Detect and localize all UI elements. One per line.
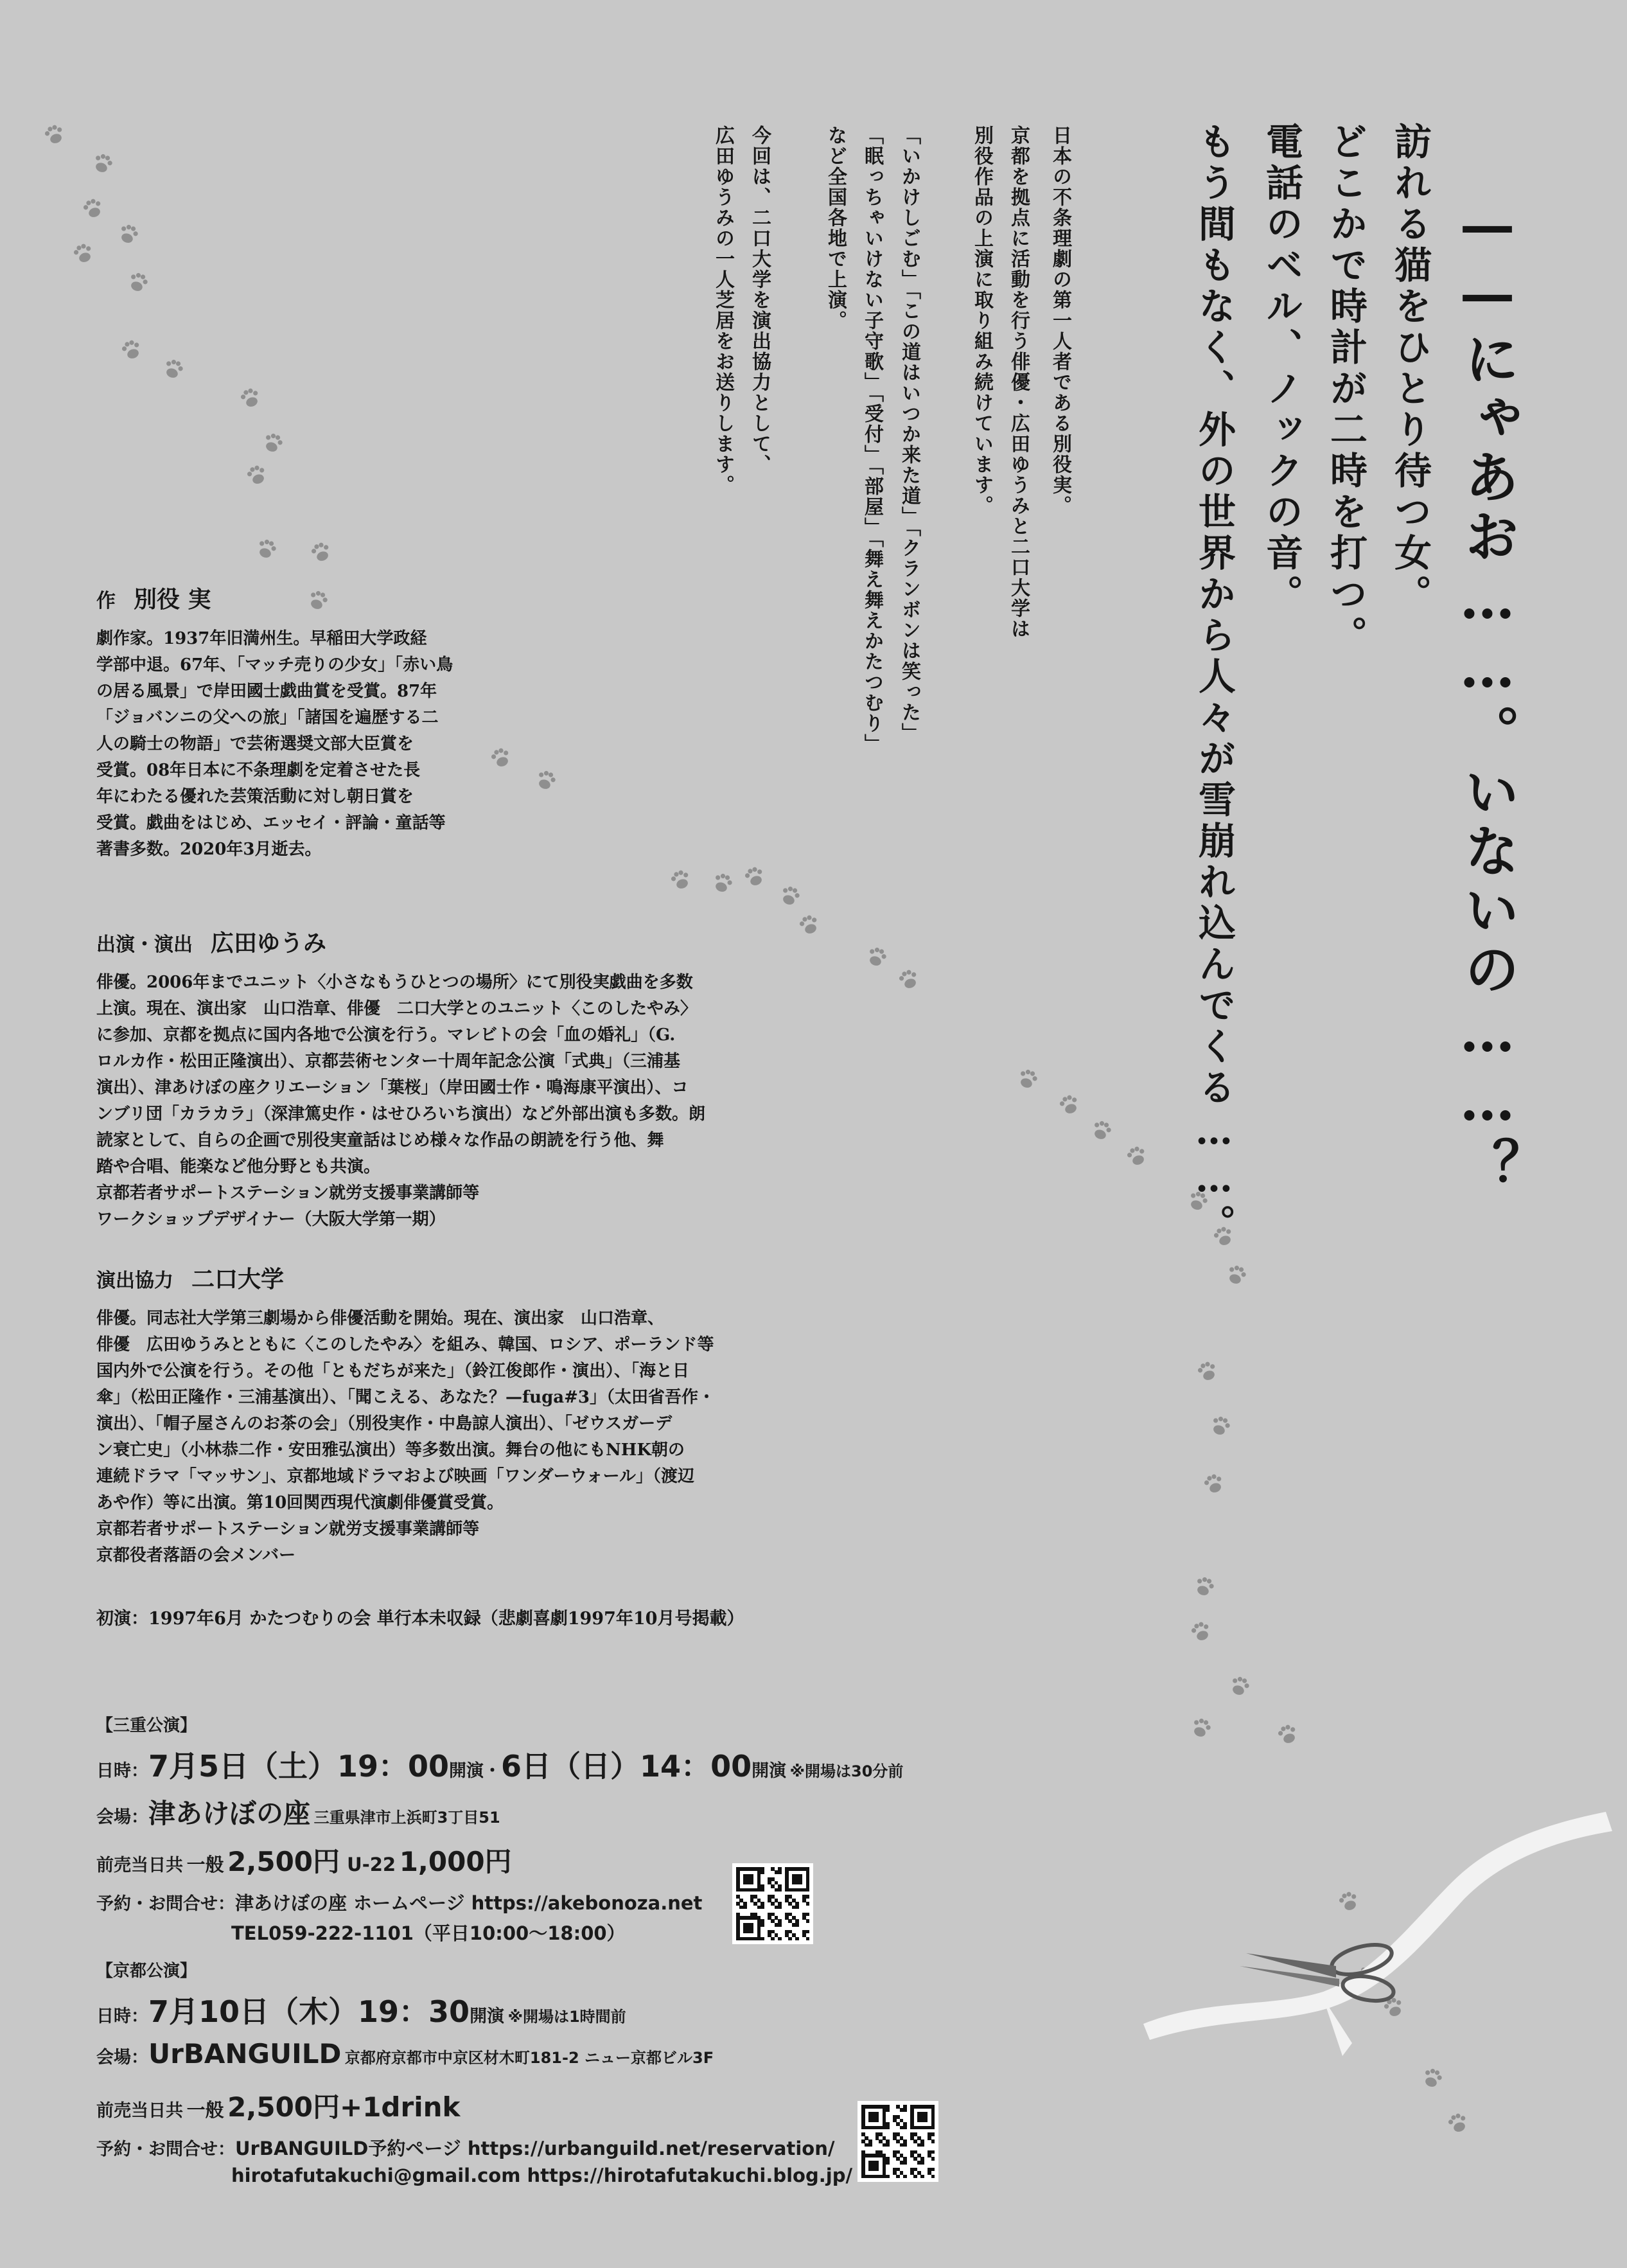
mie-tel: TEL059-222-1101（平日10:00〜18:00） bbox=[231, 1922, 626, 1944]
mie-venue: 会場：津あけぼの座 三重県津市上浜町3丁目51 bbox=[96, 1798, 500, 1829]
intro-line: 日本の不条理劇の第一人者である別役実。 bbox=[1049, 125, 1071, 516]
bio-line: の居る風景」で岸田國士戯曲賞を受賞。87年 bbox=[96, 682, 437, 701]
kyoto-contact: 予約・お問合せ：UrBANGUILD予約ページ https://urbanguild.net/reservation/ bbox=[96, 2138, 835, 2159]
paw-print-icon bbox=[779, 885, 802, 907]
bio-line: 受賞。08年日本に不条理劇を定着させた長 bbox=[96, 761, 421, 780]
bio-line: 演出）、「帽子屋さんのお茶の会」（別役実作・中島諒人演出）、「ゼウスガーデ bbox=[96, 1414, 673, 1433]
paw-print-icon bbox=[118, 223, 140, 245]
bio-line: に参加、京都を拠点に国内各地で公演を行う。マレビトの会「血の婚礼」（G. bbox=[96, 1025, 676, 1045]
author-name: 別役 実 bbox=[134, 586, 211, 613]
catchcopy-line: 電話のベル、ノックの音。 bbox=[1260, 122, 1303, 616]
author-heading bbox=[96, 581, 546, 614]
bio-line: 国内外で公演を行う。その他「ともだちが来た」（鈴江俊郎作・演出）、「海と日 bbox=[96, 1361, 690, 1381]
catchcopy bbox=[1118, 122, 1520, 1245]
intro-line: 今回は、二口大学を演出協力として、 bbox=[748, 125, 771, 475]
mie-price: 前売当日共 一般 2,500円 U-22 1,000円 bbox=[96, 1846, 512, 1877]
paw-print-icon bbox=[82, 197, 104, 220]
catchcopy-line: 訪れる猫をひとり待つ女。 bbox=[1388, 122, 1432, 616]
catchcopy-line: どこかで時計が二時を打つ。 bbox=[1324, 122, 1368, 657]
bio-line: 俳優 広田ゆうみとともに〈このしたやみ〉を組み、韓国、ロシア、ポーランド等 bbox=[96, 1335, 714, 1354]
bio-line: 「ジョバンニの父への旅」「諸国を遍歴する二 bbox=[96, 708, 439, 727]
kyoto-venue: 会場：UrBANGUILD 京都府京都市中京区材木町181-2 ニュー京都ビル3F bbox=[96, 2038, 714, 2069]
bio-line: 上演。現在、演出家 山口浩章、俳優 二口大学とのユニット〈このしたやみ〉 bbox=[96, 999, 697, 1018]
performer-heading bbox=[96, 925, 803, 958]
bio-line: 年にわたる優れた芸策活動に対し朝日賞を bbox=[96, 787, 414, 806]
bio-line: 人の騎士の物語」で芸術選奨文部大臣賞を bbox=[96, 734, 414, 754]
intro-line: 京都を拠点に活動を行う俳優・広田ゆうみと二口大学は bbox=[1007, 125, 1030, 639]
kyoto-header: 【京都公演】 bbox=[96, 1962, 197, 1981]
bio-line: 劇作家。1937年旧満州生。早稲田大学政経 bbox=[96, 629, 427, 648]
mie-contact: 予約・お問合せ：津あけぼの座 ホームページ https://akebonoza.net bbox=[96, 1892, 703, 1914]
scissors-ribbon-illustration bbox=[1130, 1786, 1619, 2082]
paw-print-icon bbox=[712, 872, 734, 894]
mie-date: 日時：7月5日（土）19：00開演・6日（日）14：00開演 ※開場は30分前 bbox=[96, 1749, 904, 1784]
bio-line: ンブリ団「カラカラ」（深津篤史作・はせひろいち演出）など外部出演も多数。朗 bbox=[96, 1104, 705, 1124]
paw-print-icon bbox=[43, 123, 66, 146]
mie-header: 【三重公演】 bbox=[96, 1716, 197, 1735]
bio-line: 読家として、自らの企画で別役実童話はじめ様々な作品の朗読を行う他、舞 bbox=[96, 1131, 664, 1150]
intro-line: 広田ゆうみの一人芝居をお送りします。 bbox=[712, 125, 734, 495]
paw-print-icon bbox=[92, 152, 114, 175]
paw-print-icon bbox=[1229, 1675, 1251, 1697]
bio-line: 著書多数。2020年3月逝去。 bbox=[96, 840, 322, 859]
paw-print-icon bbox=[1202, 1473, 1225, 1495]
kyoto-email-blog[interactable]: hirotafutakuchi@gmail.com https://hirotafutakuchi.blog.jp/ bbox=[231, 2165, 853, 2186]
bio-line: ワークショップデザイナー（大阪大学第一期） bbox=[96, 1210, 446, 1229]
paw-print-icon bbox=[1209, 1415, 1232, 1437]
director-bio bbox=[96, 1306, 803, 1569]
paw-print-icon bbox=[1276, 1723, 1299, 1746]
bio-line: 学部中退。67年、「マッチ売りの少女」「赤い鳥 bbox=[96, 655, 453, 675]
kyoto-date: 日時：7月10日（木）19：30開演 ※開場は1時間前 bbox=[96, 1994, 626, 2029]
paw-print-icon bbox=[1190, 1620, 1212, 1643]
paw-print-icon bbox=[120, 339, 143, 361]
paw-print-icon bbox=[245, 464, 268, 486]
paw-print-icon bbox=[1058, 1094, 1080, 1116]
intro-line: など全国各地で上演。 bbox=[824, 125, 847, 331]
kyoto-price: 前売当日共 一般 2,500円+1drink bbox=[96, 2091, 461, 2123]
director-name: 二口大学 bbox=[191, 1266, 285, 1293]
bio-line: 俳優。2006年までユニット〈小さなもうひとつの場所〉にて別役実戯曲を多数 bbox=[96, 973, 693, 992]
bio-line: 連続ドラマ「マッサン」、京都地域ドラマおよび映画「ワンダーウォール」（渡辺 bbox=[96, 1467, 695, 1486]
paw-print-icon bbox=[669, 869, 692, 891]
author-bio bbox=[96, 626, 546, 863]
paw-print-icon bbox=[743, 865, 766, 888]
paw-print-icon bbox=[262, 432, 285, 454]
bio-line: 受賞。戯曲をはじめ、エッセイ・評論・童話等 bbox=[96, 813, 446, 833]
paw-print-icon bbox=[127, 271, 150, 294]
paw-print-icon bbox=[897, 968, 920, 991]
paw-print-icon bbox=[310, 541, 332, 563]
performer-bio bbox=[96, 970, 803, 1233]
bio-line: 踏や合唱、能楽など他分野とも共演。 bbox=[96, 1157, 381, 1176]
director-role: 演出協力 bbox=[96, 1270, 173, 1292]
paw-print-icon bbox=[72, 242, 94, 265]
paw-print-icon bbox=[1125, 1145, 1148, 1167]
performer-name: 広田ゆうみ bbox=[211, 930, 327, 957]
paw-print-icon bbox=[163, 358, 185, 380]
mie-qr-code[interactable] bbox=[732, 1863, 813, 1944]
paw-print-icon bbox=[1190, 1717, 1213, 1739]
bio-line: 俳優。同志社大学第三劇場から俳優活動を開始。現在、演出家 山口浩章、 bbox=[96, 1309, 665, 1328]
performer-role: 出演・演出 bbox=[96, 934, 193, 956]
paw-print-icon bbox=[1196, 1360, 1218, 1383]
bio-line: ロルカ作・松田正隆演出）、京都芸術センター十周年記念公演「式典」（三浦基 bbox=[96, 1052, 680, 1071]
ribbon-icon bbox=[1143, 1812, 1612, 2040]
bio-line: 京都若者サポートステーション就労支援事業講師等 bbox=[96, 1519, 480, 1539]
paw-print-icon bbox=[1193, 1575, 1216, 1598]
kyoto-qr-code[interactable] bbox=[857, 2101, 938, 2182]
paw-print-icon bbox=[1017, 1068, 1039, 1090]
paw-print-icon bbox=[256, 538, 278, 560]
bio-line: ン衰亡史」（小林恭二作・安田雅弘演出）等多数出演。舞台の他にもNHK朝の bbox=[96, 1440, 685, 1460]
intro-text bbox=[684, 125, 1069, 832]
catchcopy-headline: ——にゃあお……。いないの……？ bbox=[1455, 193, 1520, 1196]
author-section bbox=[96, 581, 546, 863]
director-section bbox=[96, 1261, 803, 1569]
bio-line: 演出）、津あけぼの座クリエーション「葉桜」（岸田國士作・鳴海康平演出）、コ bbox=[96, 1078, 689, 1097]
intro-line: 別役作品の上演に取り組み続けています。 bbox=[971, 125, 993, 516]
director-heading bbox=[96, 1261, 803, 1294]
bio-line: 傘」（松田正隆作・三浦基演出）、「聞こえる、あなた？—fuga#3」（太田省吾作・ bbox=[96, 1388, 715, 1407]
paw-print-icon bbox=[866, 946, 888, 968]
intro-line: 「眠っちゃいけない子守歌」「受付」「部屋」「舞え舞えかたつむり」 bbox=[861, 125, 883, 754]
kyoto-contact-link[interactable]: UrBANGUILD予約ページ https://urbanguild.net/reservation/ bbox=[235, 2138, 835, 2159]
catchcopy-line: もう間もなく、外の世界から人々が雪崩れ込んでくる……。 bbox=[1192, 122, 1236, 1245]
performer-section bbox=[96, 925, 803, 1233]
mie-contact-link[interactable]: 津あけぼの座 ホームページ https://akebonoza.net bbox=[235, 1892, 703, 1914]
paw-print-icon bbox=[1447, 2112, 1469, 2134]
bio-line: 京都若者サポートステーション就労支援事業講師等 bbox=[96, 1183, 480, 1203]
bio-line: 京都役者落語の会メンバー bbox=[96, 1546, 296, 1565]
bio-line: あや作）等に出演。第10回関西現代演劇俳優賞受賞。 bbox=[96, 1493, 504, 1512]
author-role: 作 bbox=[96, 590, 116, 612]
paw-print-icon bbox=[239, 387, 261, 409]
intro-line: 「いかけしごむ」「この道はいつか来た道」「クランボンは笑った」 bbox=[898, 125, 920, 743]
premiere-note: 初演：1997年6月 かたつむりの会 単行本未収録（悲劇喜劇1997年10月号掲載） bbox=[96, 1609, 744, 1629]
paw-print-icon bbox=[1091, 1119, 1113, 1142]
paw-print-icon bbox=[1226, 1264, 1248, 1286]
